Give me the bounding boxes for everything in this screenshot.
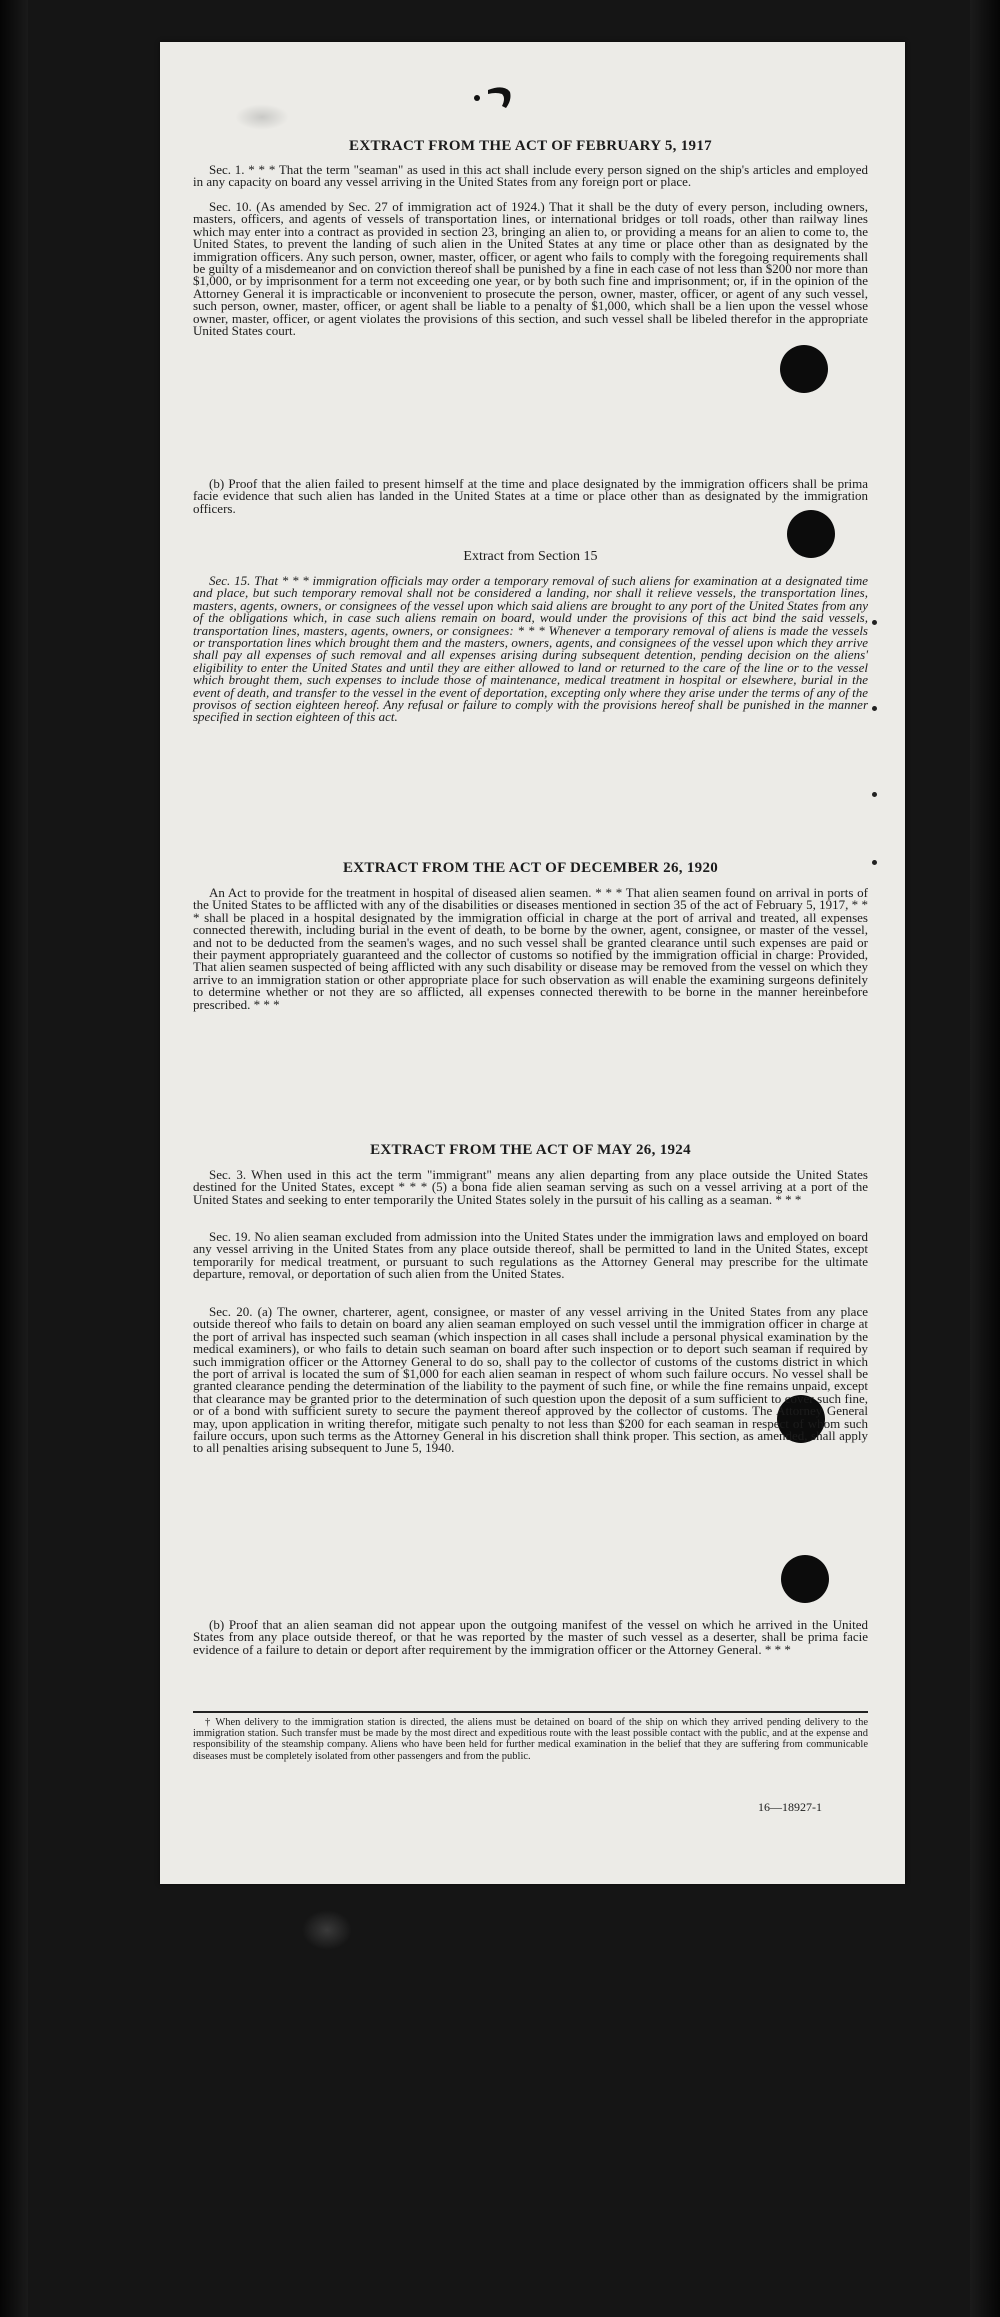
ink-smudge bbox=[235, 104, 289, 130]
paragraph-sec3: Sec. 3. When used in this act the term "immigrant" means any alien departing from any place outside the United States destined for the United States, except * * * (5) a bona fide alien seaman serving as such on a vessel arriving at a port of the United States and seeking to enter temporarily the United States solely in the pursuit of his calling as a seaman. * * * bbox=[193, 1167, 868, 1207]
punch-hole bbox=[781, 1555, 829, 1603]
film-edge-left bbox=[0, 0, 28, 2317]
paragraph-sec15: Sec. 15. That * * * immigration officials may order a temporary removal of such aliens for examination at a designated time and place, but such temporary removal shall not be considered a landing, nor shall it relieve vessels, the transportation lines, masters, agents, owners, or consignees of the vessel upon which said aliens are brought to any port of the United States from any of the obligations which, in case such aliens remain on board, would under the provisions of this act bind the said vessels, transportation lines, masters, agents, owners, or consignees: * * * Whenever a temporary removal of aliens is made the vessels or transportation lines which brought them and the masters, owners, agents, and consignees of the vessel upon which they arrive shall pay all expenses of such removal and all expenses arising during subsequent detention, pending decision on the aliens' eligibility to enter the United States and until they are either allowed to land or returned to the care of the line or to the vessel which brought them, such expenses to include those of maintenance, medical treatment in hospital or elsewhere, burial in the event of death, and transfer to the vessel in the event of deportation, excepting only where they arise under the terms of any of the provisos of section eighteen hereof. Any refusal or failure to comply with the provisions hereof shall be punished in the manner specified in section eighteen of this act. bbox=[193, 573, 868, 725]
footnote-rule bbox=[193, 1711, 868, 1713]
section-heading-1917: EXTRACT FROM THE ACT OF FEBRUARY 5, 1917 bbox=[349, 138, 712, 154]
edge-dot bbox=[872, 706, 877, 711]
document-page bbox=[160, 42, 905, 1884]
edge-dot bbox=[872, 792, 877, 797]
paragraph-sec10: Sec. 10. (As amended by Sec. 27 of immigration act of 1924.) That it shall be the duty of every person, including owners, masters, officers, and agents of vessels of transportation lines, or international bridges or toll roads, other than railway lines which may enter into a contract as provided in section 23, bringing an alien to, or providing a means for an alien to come to, the United States, to prevent the landing of such alien in the United States at any time or place other than as designated by the immigration officers. Any such person, owner, master, officer, or agent who fails to comply with the foregoing requirements shall be guilty of a misdemeanor and on conviction thereof shall be punished by a fine in each case of not less than $200 nor more than $1,000, or by imprisonment for a term not exceeding one year, or by both such fine and imprisonment; or, if in the opinion of the Attorney General it is impracticable or inconvenient to prosecute the person, owner, master, officer, or agent of any such vessel, such person, owner, master, officer, or agent shall be liable to a penalty of $1,000, which shall be a lien upon the vessel whose owner, master, officer, or agent violates the provisions of this section, and such vessel shall be libeled therefor in the appropriate United States court. bbox=[193, 199, 868, 339]
paragraph-sec1: Sec. 1. * * * That the term "seaman" as used in this act shall include every person signed on the ship's articles and employed in any capacity on board any vessel arriving in the United States from any foreign port or place. bbox=[193, 162, 868, 190]
top-mark-icon bbox=[470, 82, 514, 112]
paragraph-1920: An Act to provide for the treatment in hospital of diseased alien seamen. * * * That alien seamen found on arrival in ports of the United States to be afflicted with any of the disabilities or diseases mentioned in section 35 of the act of February 5, 1917, * * * shall be placed in a hospital designated by the immigration official in charge at the port of arrival and treated, all expenses connected therewith, including burial in the event of death, to be borne by the owner, agent, consignee, or master of the vessel, and not to be deducted from the seamen's wages, and no such vessel shall be granted clearance until such expenses are paid or their payment appropriately guaranteed and the collector of customs so notified by the immigration official in charge: Provided, That alien seamen suspected of being afflicted with any such disability or disease may be removed from the vessel on which they arrive to an immigration station or other appropriate place for such observation as will enable the examining surgeons definitely to determine whether or not they are so afflicted, all expenses connected therewith to be borne in the manner hereinbefore prescribed. * * * bbox=[193, 885, 868, 1012]
film-stain bbox=[302, 1910, 352, 1950]
punch-hole bbox=[780, 345, 828, 393]
edge-dot bbox=[872, 860, 877, 865]
footnote-text: † When delivery to the immigration station is directed, the aliens must be detained on board of the ship on which they arrived pending delivery to the immigration station. Such transfer must be made by the most direct and expeditious route with the least possible contact with the public, and at the expense and responsibility of the steamship company. Aliens who have been held for further medical examination in the belief that they are suffering from communicable diseases must be completely isolated from other passengers and from the public. bbox=[193, 1717, 868, 1762]
paragraph-sec20a: Sec. 20. (a) The owner, charterer, agent, consignee, or master of any vessel arriving in the United States from any place outside thereof who fails to detain on board any alien seaman employed on such vessel until the immigration officer in charge at the port of arrival has inspected such seaman (which inspection in all cases shall include a personal physical examination by the medical examiners), or who fails to detain such seaman on board after such inspection or to deport such seaman if required by such immigration officer or the Attorney General to do so, shall pay to the collector of customs of the customs district in which the port of arrival is located the sum of $1,000 for each alien seaman in respect of whom such failure occurs. No vessel shall be granted clearance pending the determination of the liability to the payment of such fine, or while the fine remains unpaid, except that clearance may be granted prior to the determination of such question upon the deposit of a sum sufficient to cover such fine, or of a bond with sufficient surety to secure the payment thereof approved by the collector of customs. The Attorney General may, upon application in writing therefor, mitigate such penalty to not less than $200 for each seaman in respect of whom such failure occurs, upon such terms as the Attorney General in his discretion shall think proper. This section, as amended, shall apply to all penalties arising subsequent to June 5, 1940. bbox=[193, 1304, 868, 1456]
paragraph-sec19: Sec. 19. No alien seaman excluded from admission into the United States under the immigration laws and employed on board any vessel arriving in the United States from any place outside thereof, shall be permitted to land in the United States, except temporarily for medical treatment, or pursuant to such regulations as the Attorney General may prescribe for the ultimate departure, removal, or deportation of such alien from the United States. bbox=[193, 1229, 868, 1282]
section-heading-1920: EXTRACT FROM THE ACT OF DECEMBER 26, 1920 bbox=[342, 860, 719, 876]
section-heading-sec15: Extract from Section 15 bbox=[463, 549, 598, 564]
paragraph-sec20b: (b) Proof that an alien seaman did not appear upon the outgoing manifest of the vessel on which he arrived in the United States from any place outside thereof, or that he was reported by the master of such vessel as a deserter, shall be prima facie evidence of a failure to detain or deport after requirement by the immigration officer or the Attorney General. * * * bbox=[193, 1617, 868, 1657]
edge-dot bbox=[872, 620, 877, 625]
section-heading-1924: EXTRACT FROM THE ACT OF MAY 26, 1924 bbox=[370, 1142, 691, 1158]
film-edge-right bbox=[970, 0, 1000, 2317]
paragraph-sec10b: (b) Proof that the alien failed to present himself at the time and place designated by the immigration officers shall be prima facie evidence that such alien has landed in the United States at a time or place other than as designated by the immigration officers. bbox=[193, 476, 868, 516]
form-number: 16—18927-1 bbox=[758, 1800, 822, 1814]
